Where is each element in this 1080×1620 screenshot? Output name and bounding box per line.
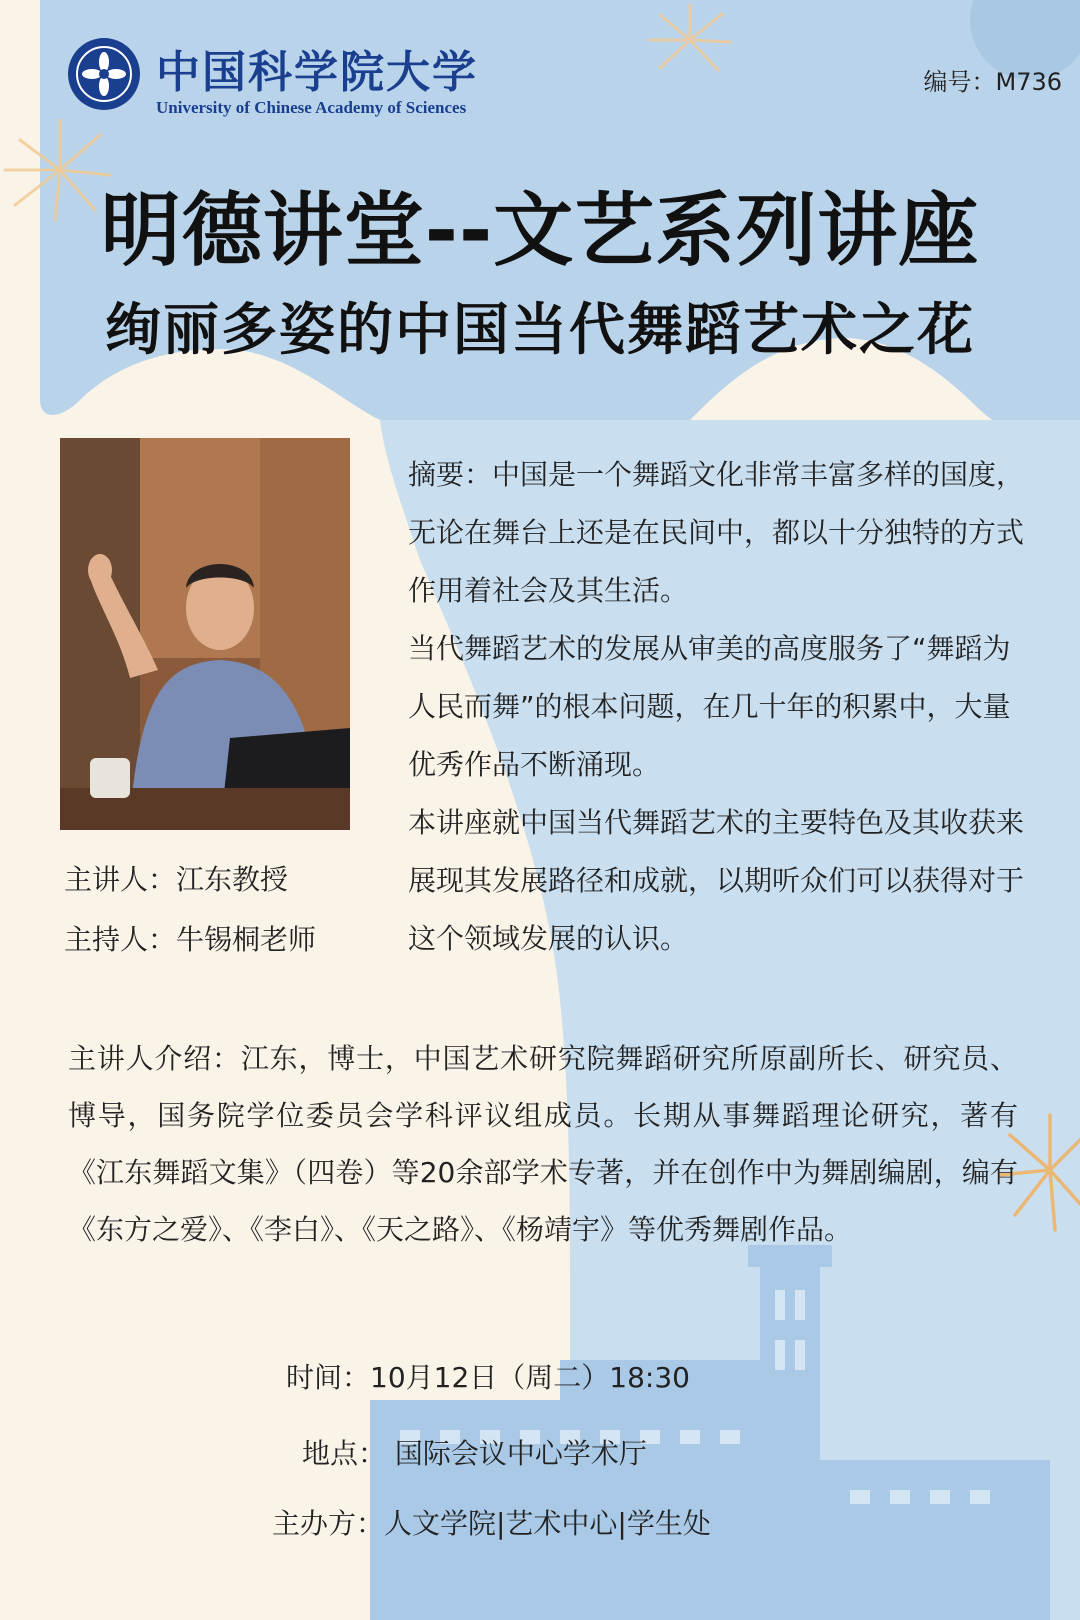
speaker-line: 主讲人：江东教授: [64, 863, 289, 896]
poster-number: 编号：M736: [923, 68, 1062, 96]
event-time: 时间：10月12日（周二）18:30: [286, 1361, 690, 1394]
speaker-photo: [60, 438, 350, 830]
lecture-abstract: [408, 446, 1028, 968]
abstract-paragraph: 摘要：中国是一个舞蹈文化非常丰富多样的国度，无论在舞台上还是在民间中，都以十分独特的方式作用着社会及其生活。: [408, 458, 1025, 607]
logo-chinese-name: 中国科学院大学: [156, 47, 478, 98]
university-logo: [66, 36, 478, 126]
university-emblem-icon: [66, 36, 142, 112]
event-organizer: 主办方：人文学院|艺术中心|学生处: [272, 1507, 711, 1540]
speaker-bio: 主讲人介绍：江东，博士，中国艺术研究院舞蹈研究所原副所长、研究员、博导，国务院学位委员会学科评议组成员。长期从事舞蹈理论研究，著有《江东舞蹈文集》（四卷）等20余部学术专著，并在创作中为舞剧编剧，编有《东方之爱》、《李白》、《天之路》、《杨靖宇》等优秀舞剧作品。: [68, 1042, 1018, 1246]
logo-english-name: University of Chinese Academy of Sciences: [156, 98, 467, 117]
abstract-paragraph: 本讲座就中国当代舞蹈艺术的主要特色及其收获来展现其发展路径和成就，以期听众们可以获得对于这个领域发展的认识。: [408, 806, 1025, 955]
series-title: 明德讲堂--文艺系列讲座: [100, 184, 980, 277]
abstract-paragraph: 当代舞蹈艺术的发展从审美的高度服务了“舞蹈为人民而舞”的根本问题，在几十年的积累中，大量优秀作品不断涌现。: [408, 632, 1011, 781]
host-line: 主持人：牛锡桐老师: [64, 923, 317, 956]
lecture-title: 绚丽多姿的中国当代舞蹈艺术之花: [105, 298, 975, 363]
event-place: 地点： 国际会议中心学术厅: [302, 1437, 647, 1470]
